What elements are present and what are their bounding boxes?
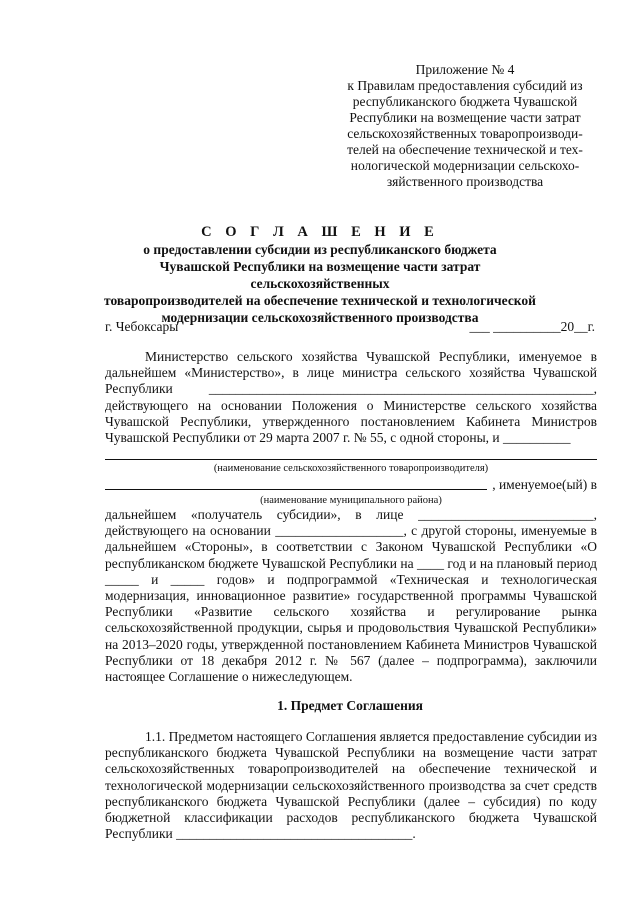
date-placeholder: ___ __________20__г. (469, 319, 595, 334)
appendix-block (325, 62, 605, 190)
appendix-line: к Правилам предоставления субсидий из (347, 78, 583, 93)
paragraph-recipient: дальнейшем «получатель субсидии», в лице __________________________, действующего на основании ___________________, с другой стороны, именуемые в дальнейшем «Стороны», в соответствии с Законом Чувашской Республики «О республиканском бюджете Чувашской Республики на ____ год и на плановый период _____ и _____ годов» и подпрограммой «Техническая и технологическая модернизация, инновационное развитие» государственной программы Чувашской Республики «Развитие сельского хозяйства и регулирование рынка сельскохозяйственной продукции, сырья и продовольствия Чувашской Республики» на 2013–2020 годы, утвержденной постановлением Кабинета Министров Чувашской Республики от 18 декабря 2012 г. № 567 (далее – подпрограмма), заключили настоящее Соглашение о нижеследующем. (105, 507, 597, 685)
appendix-line: нологической модернизации сельскохо- (350, 158, 580, 173)
document-title (100, 224, 540, 326)
title-line: товаропроизводителей на обеспечение технической и технологической (104, 293, 536, 308)
appendix-line: зяйственного производства (386, 174, 544, 189)
caption-district: (наименование муниципального района) (260, 495, 442, 506)
district-blank-line (105, 489, 487, 490)
appendix-line: Республики на возмещение части затрат (349, 110, 581, 125)
fill-tail-text: , именуемое(ый) в (488, 476, 597, 493)
title-heading: С О Г Л А Ш Е Н И Е (201, 224, 439, 240)
appendix-line: республиканского бюджета Чувашской (352, 94, 578, 109)
district-fill-row (105, 476, 597, 493)
paragraph-parties: Министерство сельского хозяйства Чувашской Республики, именуемое в дальнейшем «Министерство», в лице министра сельского хозяйства Чувашской Республики _________________________________________________________, действующего на основании Положения о Министерстве сельского хозяйства Чувашской Республики, утвержденного постановлением Кабинета Министров Чувашской Республики от 29 марта 2007 г. № 55, с одной стороны, и __________ (105, 349, 597, 446)
appendix-line: телей на обеспечение технической и тех- (347, 142, 583, 157)
city: г. Чебоксары (105, 319, 179, 334)
section-1-title: 1. Предмет Соглашения (277, 698, 423, 713)
title-line: о предоставлении субсидии из республиканского бюджета (143, 242, 497, 257)
title-line: модернизации сельскохозяйственного производства (161, 310, 479, 325)
producer-blank-line (105, 459, 597, 460)
place-date-line (105, 318, 595, 336)
appendix-number: Приложение № 4 (415, 62, 515, 77)
appendix-line: сельскохозяйственных товаропроизводи- (347, 126, 583, 141)
paragraph-1-1: 1.1. Предметом настоящего Соглашения является предоставление субсидии из республиканского бюджета Чувашской Республики на возмещение части затрат сельскохозяйственных товаропроизводителей на обеспечение технической и технологической модернизации сельскохозяйственного производства за счет средств республиканского бюджета Чувашской Республики (далее – субсидия) по коду бюджетной классификации расходов республиканского бюджета Чувашской Республики ___________________________________. (105, 729, 597, 842)
caption-producer: (наименование сельскохозяйственного товаропроизводителя) (213, 463, 489, 474)
title-line: Чувашской Республики на возмещение части затрат сельскохозяйственных (159, 259, 481, 291)
